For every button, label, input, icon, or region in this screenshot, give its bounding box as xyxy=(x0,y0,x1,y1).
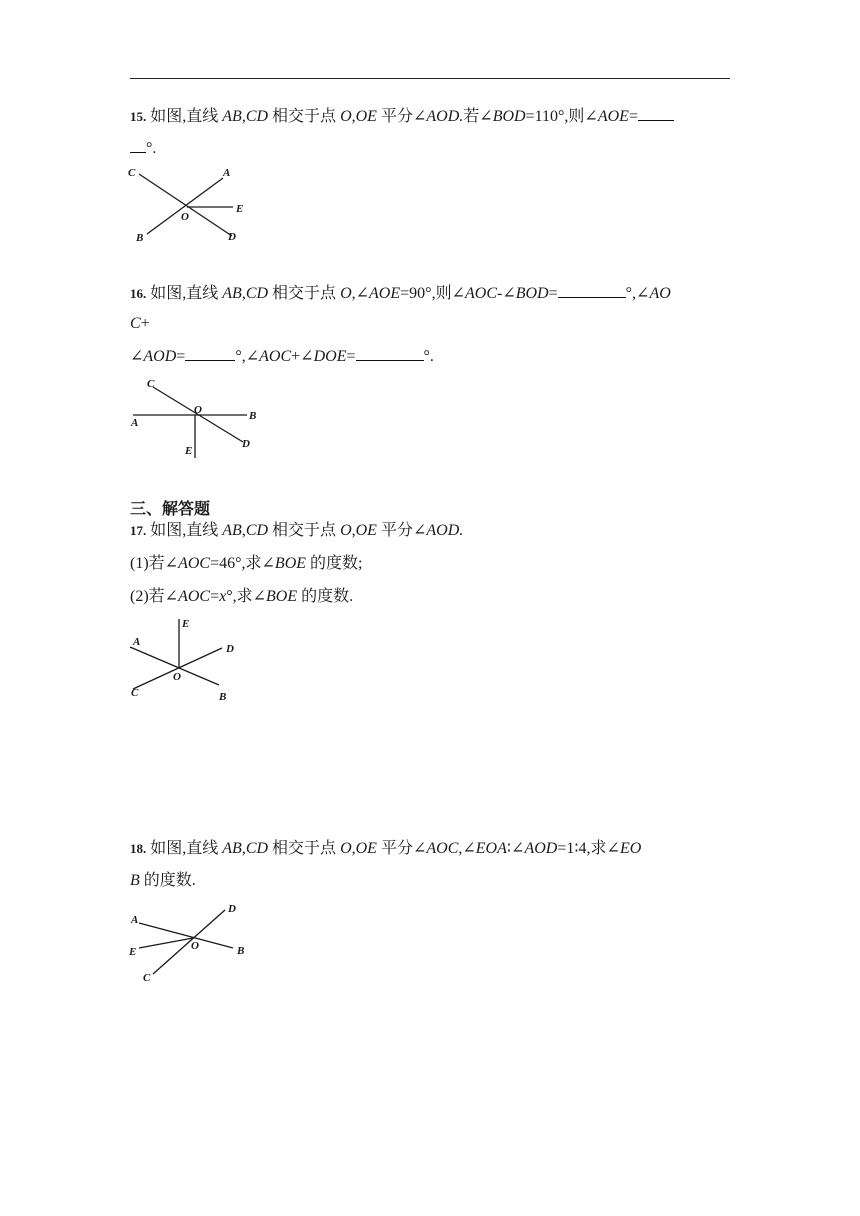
q18-line-cd xyxy=(153,910,225,974)
q16-answer-blank-1[interactable] xyxy=(558,283,626,298)
q17-label-c: C xyxy=(131,687,139,699)
q17-part-2: (2)若∠AOC=x°,求∠BOE 的度数. xyxy=(130,588,354,605)
q16-label-e: E xyxy=(185,445,193,457)
q16-label-c: C xyxy=(147,378,155,390)
q15-answer-blank[interactable] xyxy=(638,106,674,121)
q15-answer-blank-cont[interactable] xyxy=(130,138,146,153)
q15-label-d: D xyxy=(228,231,236,243)
header-rule xyxy=(130,78,730,79)
q18-line-1: 18. 如图,直线 AB,CD 相交于点 O,OE 平分∠AOC,∠EOA∶∠AOD=1∶4,求∠EO xyxy=(130,840,642,857)
q15-line-1: 15. 如图,直线 AB,CD 相交于点 O,OE 平分∠AOD.若∠BOD=110°,则∠AOE= xyxy=(130,106,674,127)
q15-label-b: B xyxy=(136,232,144,244)
q17-label-o: O xyxy=(173,671,181,683)
q17-label-e: E xyxy=(182,618,190,630)
q17-part-1: (1)若∠AOC=46°,求∠BOE 的度数; xyxy=(130,555,363,572)
q17-label-d: D xyxy=(226,643,234,655)
q17-label-a: A xyxy=(133,636,141,648)
q15-figure xyxy=(125,162,255,247)
q16-line-2: C+ xyxy=(130,315,150,332)
q15-number: 15. xyxy=(130,109,147,124)
q17-line-1: 17. 如图,直线 AB,CD 相交于点 O,OE 平分∠AOD. xyxy=(130,522,464,539)
q18-figure xyxy=(125,898,255,988)
q18-line-2: B 的度数. xyxy=(130,872,196,889)
q16-line-1: 16. 如图,直线 AB,CD 相交于点 O,∠AOE=90°,则∠AOC-∠BOD= °,∠AO xyxy=(130,285,671,302)
q16-answer-blank-2[interactable] xyxy=(185,346,235,361)
q18-label-c: C xyxy=(143,972,151,984)
q17-figure xyxy=(125,615,250,705)
q15-label-a: A xyxy=(223,167,231,179)
q15-label-e: E xyxy=(236,203,244,215)
q16-figure xyxy=(125,372,265,462)
q16-number: 16. xyxy=(130,286,147,301)
q16-label-d: D xyxy=(242,438,250,450)
q15-label-o: O xyxy=(181,211,189,223)
q16-line-3: ∠AOD= °,∠AOC+∠DOE= °. xyxy=(130,348,434,365)
q16-label-b: B xyxy=(249,410,257,422)
q18-label-d: D xyxy=(228,903,236,915)
q18-label-b: B xyxy=(237,945,245,957)
q18-label-o: O xyxy=(191,940,199,952)
q18-label-e: E xyxy=(129,946,137,958)
q15-line-2: °. xyxy=(130,138,156,159)
q17-number: 17. xyxy=(130,523,147,538)
q16-label-a: A xyxy=(131,417,139,429)
q17-label-b: B xyxy=(219,691,227,703)
q16-answer-blank-3[interactable] xyxy=(356,346,424,361)
section-heading: 三、解答题 xyxy=(130,499,211,518)
q16-label-o: O xyxy=(194,404,202,416)
q18-number: 18. xyxy=(130,841,147,856)
q15-label-c: C xyxy=(128,167,136,179)
q18-label-a: A xyxy=(131,914,139,926)
